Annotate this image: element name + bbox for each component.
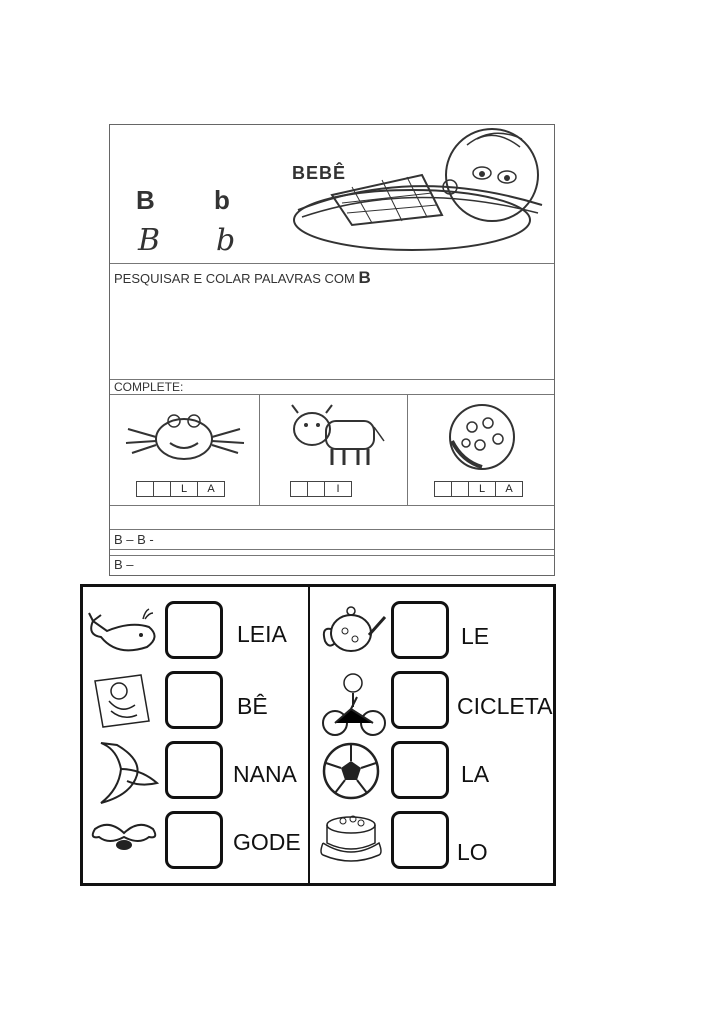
teapot-icon	[319, 601, 389, 657]
letter-square[interactable]	[391, 671, 449, 729]
title-word: BEBÊ	[292, 163, 347, 183]
frog-icon	[120, 407, 250, 471]
writing-line-2: B –	[114, 557, 134, 572]
syllable: BÊ	[237, 693, 268, 719]
syllable: NANA	[233, 761, 297, 787]
whale-icon	[87, 607, 159, 657]
cursive-upper: B	[138, 223, 161, 258]
letter-lower: b	[214, 185, 230, 215]
letter-square[interactable]	[391, 601, 449, 659]
letter-boxes: L A	[434, 481, 522, 497]
syllable: GODE	[233, 829, 301, 855]
worksheet-top	[109, 124, 555, 576]
complete-item-ball	[408, 395, 554, 505]
syllable: LA	[461, 761, 490, 787]
baby-basket-icon	[292, 125, 554, 255]
letter-boxes: L A	[136, 481, 224, 497]
complete-item-cow	[260, 395, 408, 505]
cow-icon	[288, 401, 388, 471]
letter-square[interactable]	[165, 671, 223, 729]
mustache-icon	[89, 819, 159, 859]
syllable: CICLETA	[457, 693, 553, 719]
letter-square[interactable]	[165, 741, 223, 799]
column-divider	[308, 587, 310, 883]
cake-icon	[319, 809, 383, 865]
cursive-lower: b	[216, 223, 236, 258]
complete-item-frog	[110, 395, 260, 505]
matching-exercise	[80, 584, 556, 886]
letter-square[interactable]	[165, 601, 223, 659]
baby-icon	[91, 671, 153, 731]
ball-icon	[442, 401, 522, 471]
letter-upper: B	[136, 185, 155, 215]
letter-square[interactable]	[165, 811, 223, 869]
complete-label: COMPLETE:	[114, 380, 184, 394]
syllable: LEIA	[237, 621, 287, 647]
soccer-ball-icon	[321, 741, 381, 801]
syllable: LO	[457, 839, 488, 865]
letter-boxes: I	[290, 481, 351, 497]
syllable: LE	[461, 623, 490, 649]
banana-icon	[91, 739, 161, 809]
letter-square[interactable]	[391, 811, 449, 869]
letter-square[interactable]	[391, 741, 449, 799]
bicycle-icon	[321, 669, 387, 739]
research-label: PESQUISAR E COLAR PALAVRAS COM B	[114, 268, 371, 287]
writing-line-1: B – B -	[114, 532, 154, 547]
